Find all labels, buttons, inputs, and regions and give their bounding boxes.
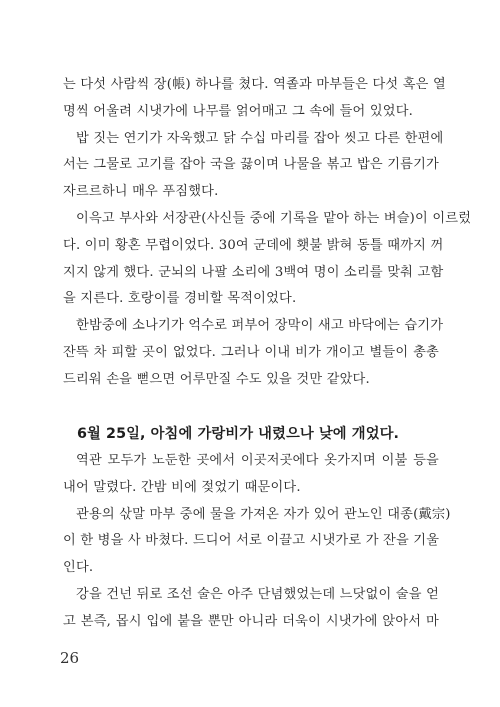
- body-text-section-1: [63, 72, 472, 394]
- text-line: 밥 짓는 연기가 자욱했고 닭 수십 마리를 잡아 씻고 다른 한편에: [76, 130, 444, 146]
- text-line: 드리워 손을 뻗으면 어루만질 수도 있을 것만 같았다.: [63, 371, 370, 387]
- text-line: 강을 건넌 뒤로 조선 술은 아주 단념했었는데 느닷없이 술을 얻: [76, 586, 440, 602]
- text-line: 다. 이미 황혼 무렵이었다. 30여 군데에 횃불 밝혀 동틀 때까지 꺼: [63, 237, 444, 253]
- text-line: 지지 않게 했다. 군뇌의 나팔 소리에 3백여 명이 소리를 맞춰 고함: [63, 264, 444, 280]
- text-line: 내어 말렸다. 간밤 비에 젖었기 때문이다.: [63, 479, 301, 495]
- text-line: 이 한 병을 사 바쳤다. 드디어 서로 이끌고 시냇가로 가 잔을 기울: [63, 533, 440, 549]
- section-heading: 6월 25일, 아침에 가랑비가 내렸으나 낮에 개었다.: [77, 426, 400, 442]
- text-line: 잔뜩 차 피할 곳이 없었다. 그러나 이내 비가 개이고 별들이 총총: [63, 344, 439, 360]
- text-line: 역관 모두가 노둔한 곳에서 이곳저곳에다 옷가지며 이불 등을: [76, 453, 439, 468]
- text-line: 는 다섯 사람씩 장(帳) 하나를 쳤다. 역졸과 마부들은 다섯 혹은 열: [63, 77, 446, 92]
- text-line: 명씩 어울려 시냇가에 나무를 얽어매고 그 속에 들어 있었다.: [63, 103, 414, 119]
- text-line: 서는 그물로 고기를 잡아 국을 끓이며 나물을 볶고 밥은 기름기가: [63, 157, 439, 173]
- text-line: 을 지른다. 호랑이를 경비할 목적이었다.: [63, 291, 297, 307]
- text-line: 인다.: [63, 560, 94, 576]
- body-text-section-2: [63, 448, 451, 636]
- text-line: 한밤중에 소나기가 억수로 퍼부어 장막이 새고 바닥에는 습기가: [76, 318, 444, 334]
- page-number: 26: [60, 649, 80, 667]
- text-line: 자르르하니 매우 푸짐했다.: [63, 184, 219, 200]
- text-line: 이윽고 부사와 서장관(사신들 중에 기록을 맡아 하는 벼슬)이 이르렀: [76, 210, 472, 226]
- text-line: 고 본즉, 몹시 입에 붙을 뿐만 아니라 더욱이 시냇가에 앉아서 마: [63, 613, 439, 629]
- text-line: 관용의 삯말 마부 중에 물을 가져온 자가 있어 관노인 대종(戴宗): [76, 506, 451, 522]
